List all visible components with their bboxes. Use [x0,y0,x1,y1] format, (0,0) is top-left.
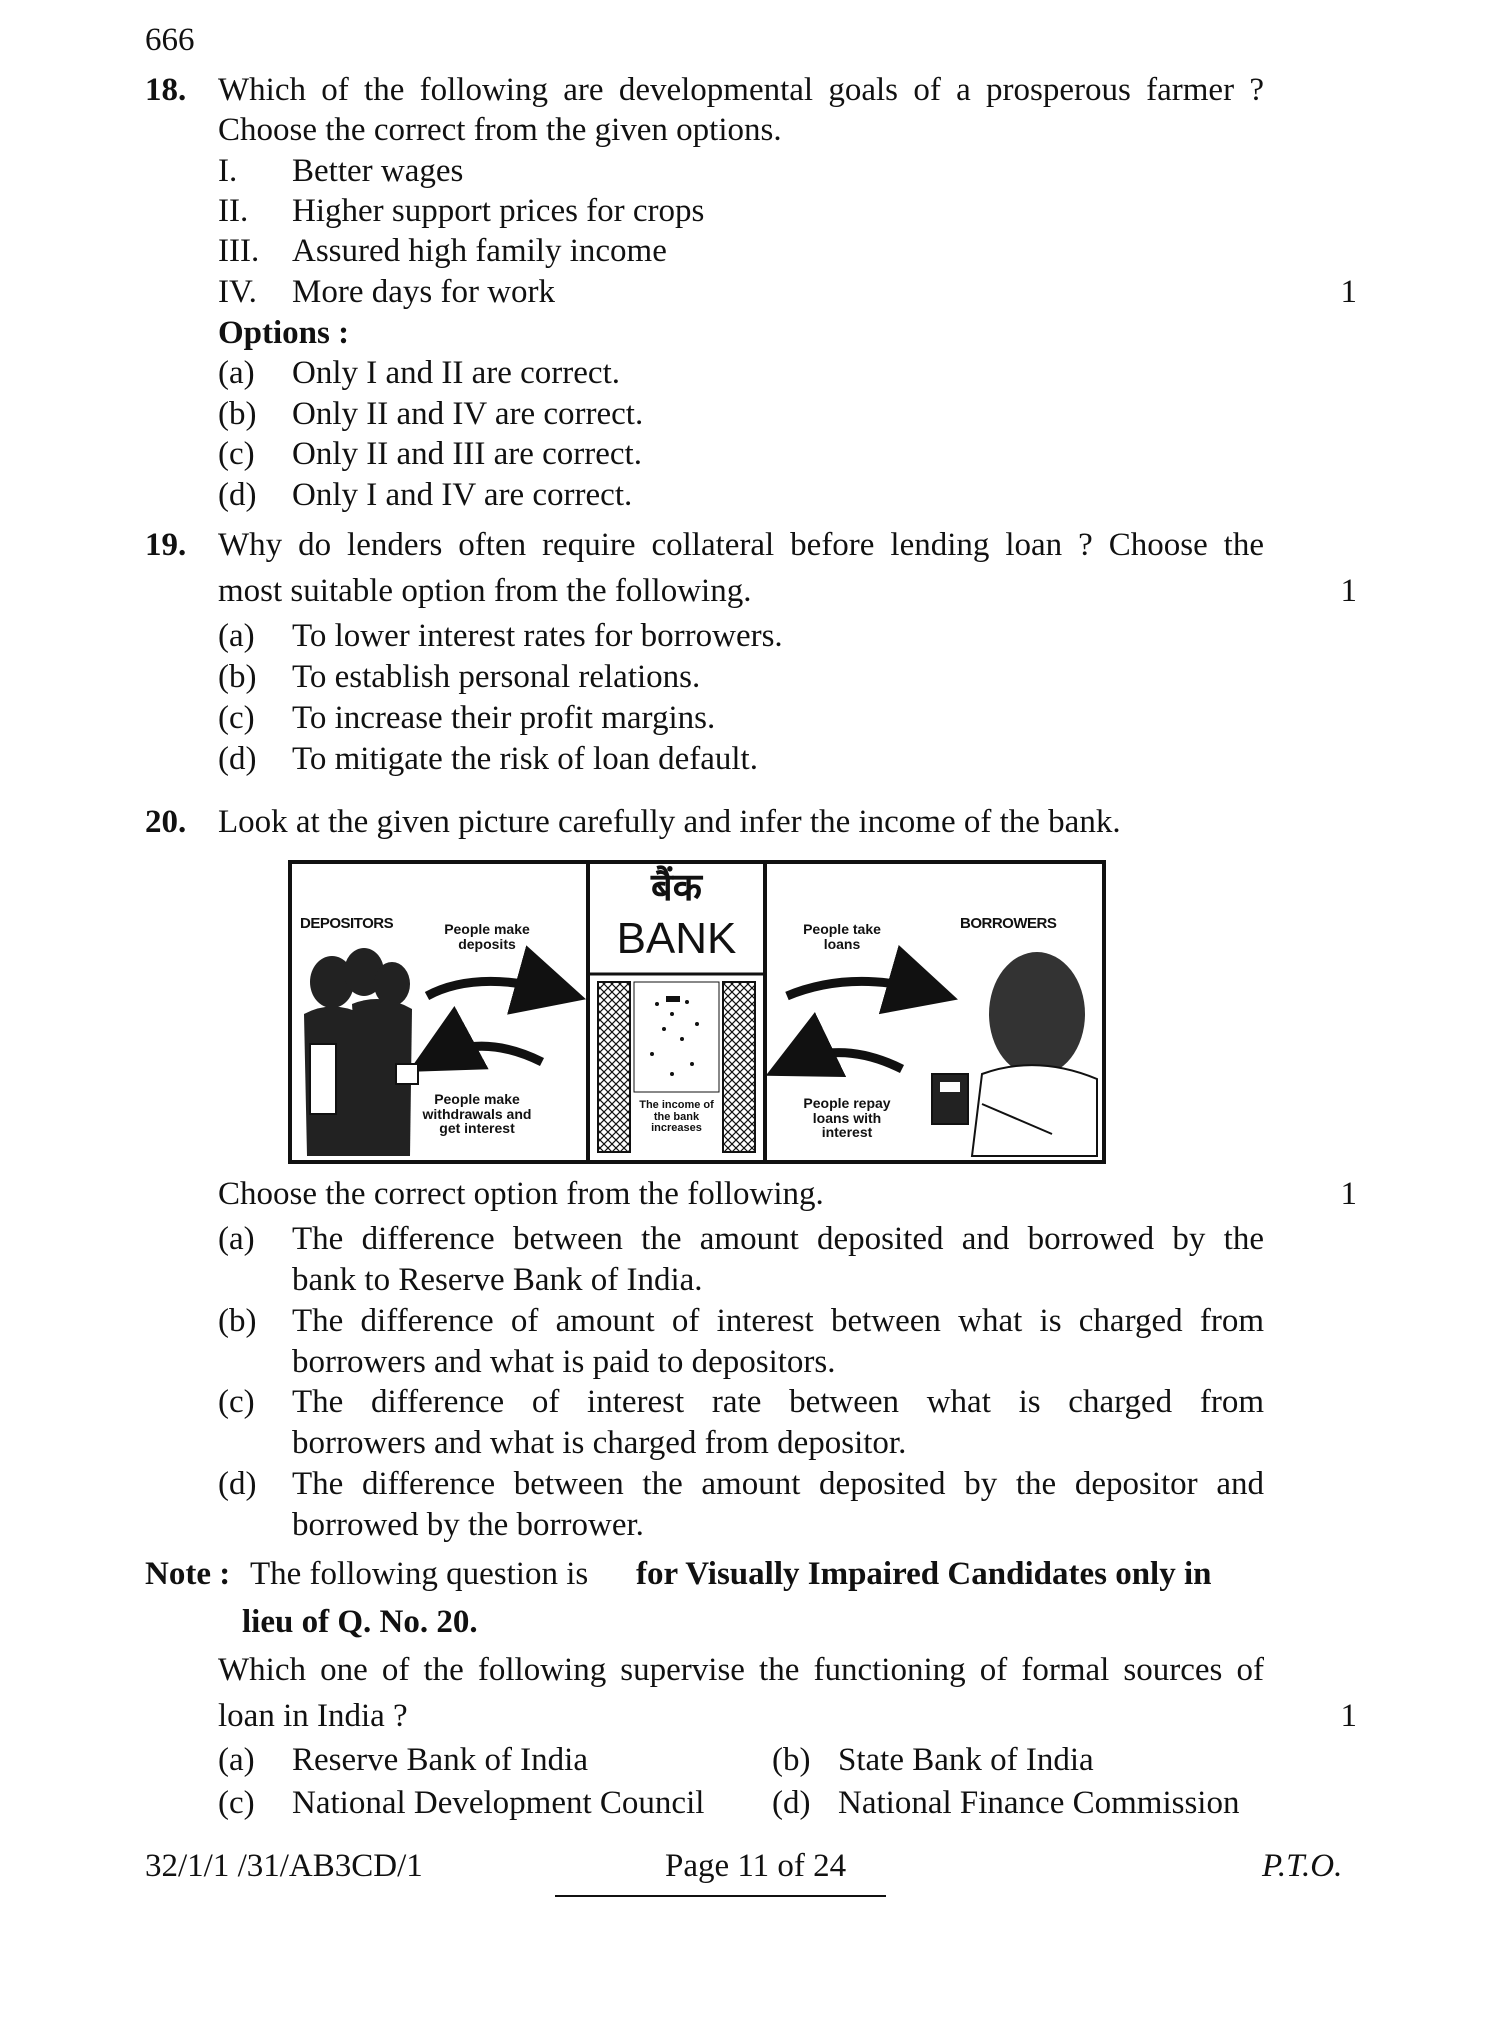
statement-roman: IV. [218,274,257,310]
question-19-text-line1: Why do lenders often require collateral before lending loan ? Choose the [218,527,1264,563]
page-number-top: 666 [145,22,195,58]
option-text-line2: borrowed by the borrower. [292,1507,644,1543]
option-text: National Finance Commission [838,1785,1240,1821]
note-question-line2: loan in India ? [218,1698,408,1734]
option-text: Reserve Bank of India [292,1742,588,1778]
option-text: Only I and II are correct. [292,355,620,391]
note-prefix: Note : [145,1556,231,1592]
option-text: State Bank of India [838,1742,1094,1778]
option-label: (c) [218,700,255,736]
option-label: (b) [218,1303,257,1339]
take-loans-label: People take loans [803,921,881,952]
option-label: (b) [218,396,257,432]
footer-page-number: Page 11 of 24 [555,1848,886,1897]
question-20-text: Look at the given picture carefully and infer the income of the bank. [218,804,1121,840]
option-text-line1: The difference of amount of interest between what is charged from [292,1303,1264,1339]
option-text-line1: The difference of interest rate between what is charged from [292,1384,1264,1420]
option-label: (c) [218,1785,255,1821]
option-text: National Development Council [292,1785,705,1821]
note-question-line1: Which one of the following supervise the functioning of formal sources of [218,1652,1264,1688]
question-18-text-line1: Which of the following are developmental goals of a prosperous farmer ? [218,72,1264,108]
option-text-line2: bank to Reserve Bank of India. [292,1262,703,1298]
option-label: (c) [218,436,255,472]
note-text: The following question is [250,1556,589,1592]
option-text-line2: borrowers and what is charged from depositor. [292,1425,907,1461]
footer-pto: P.T.O. [1262,1848,1343,1884]
option-label: (d) [218,477,257,513]
question-19-marks: 1 [1340,573,1357,609]
question-18-text-line2: Choose the correct from the given options. [218,112,782,148]
option-label: (a) [218,1221,255,1257]
bank-income-label: The income of the bank increases [639,1099,714,1135]
option-text: To lower interest rates for borrowers. [292,618,783,654]
option-label: (c) [218,1384,255,1420]
borrowers-label: BORROWERS [960,915,1057,932]
footer-code: 32/1/1 /31/AB3CD/1 [145,1848,423,1884]
statement-text: Assured high family income [292,233,667,269]
make-deposits-label: People make deposits [444,921,530,952]
option-text: To increase their profit margins. [292,700,716,736]
option-text: Only II and III are correct. [292,436,642,472]
option-label: (b) [218,659,257,695]
option-text-line2: borrowers and what is paid to depositors. [292,1344,836,1380]
option-label: (d) [772,1785,811,1821]
option-text: To establish personal relations. [292,659,701,695]
option-text-line1: The difference between the amount deposited by the depositor and [292,1466,1264,1502]
option-label: (d) [218,1466,257,1502]
options-heading: Options : [218,315,350,351]
statement-roman: II. [218,193,249,229]
statement-roman: III. [218,233,260,269]
statement-roman: I. [218,153,238,189]
note-bold-2: lieu of Q. No. 20. [242,1604,478,1640]
option-label: (d) [218,741,257,777]
withdrawals-label: People make withdrawals and get interest [422,1091,532,1137]
question-18-marks: 1 [1340,274,1357,310]
option-label: (b) [772,1742,811,1778]
question-18-number: 18. [145,72,187,108]
statement-text: Higher support prices for crops [292,193,705,229]
statement-text: More days for work [292,274,556,310]
bank-label: BANK [616,914,737,963]
option-label: (a) [218,1742,255,1778]
statement-text: Better wages [292,153,464,189]
option-label: (a) [218,355,255,391]
repay-loans-label: People repay loans with interest [803,1095,891,1141]
option-text: Only II and IV are correct. [292,396,644,432]
depositors-label: DEPOSITORS [300,915,394,932]
question-20-choose: Choose the correct option from the following. [218,1176,824,1212]
option-label: (a) [218,618,255,654]
bank-hindi-label: बैंक [651,865,702,909]
note-bold-1: for Visually Impaired Candidates only in [636,1556,1212,1592]
question-19-number: 19. [145,527,187,563]
question-20-number: 20. [145,804,187,840]
option-text-line1: The difference between the amount deposited and borrowed by the [292,1221,1264,1257]
question-19-text-line2: most suitable option from the following. [218,573,752,609]
question-20-marks: 1 [1340,1176,1357,1212]
option-text: Only I and IV are correct. [292,477,633,513]
bank-flow-picture [288,860,1106,1164]
note-question-marks: 1 [1340,1698,1357,1734]
option-text: To mitigate the risk of loan default. [292,741,758,777]
